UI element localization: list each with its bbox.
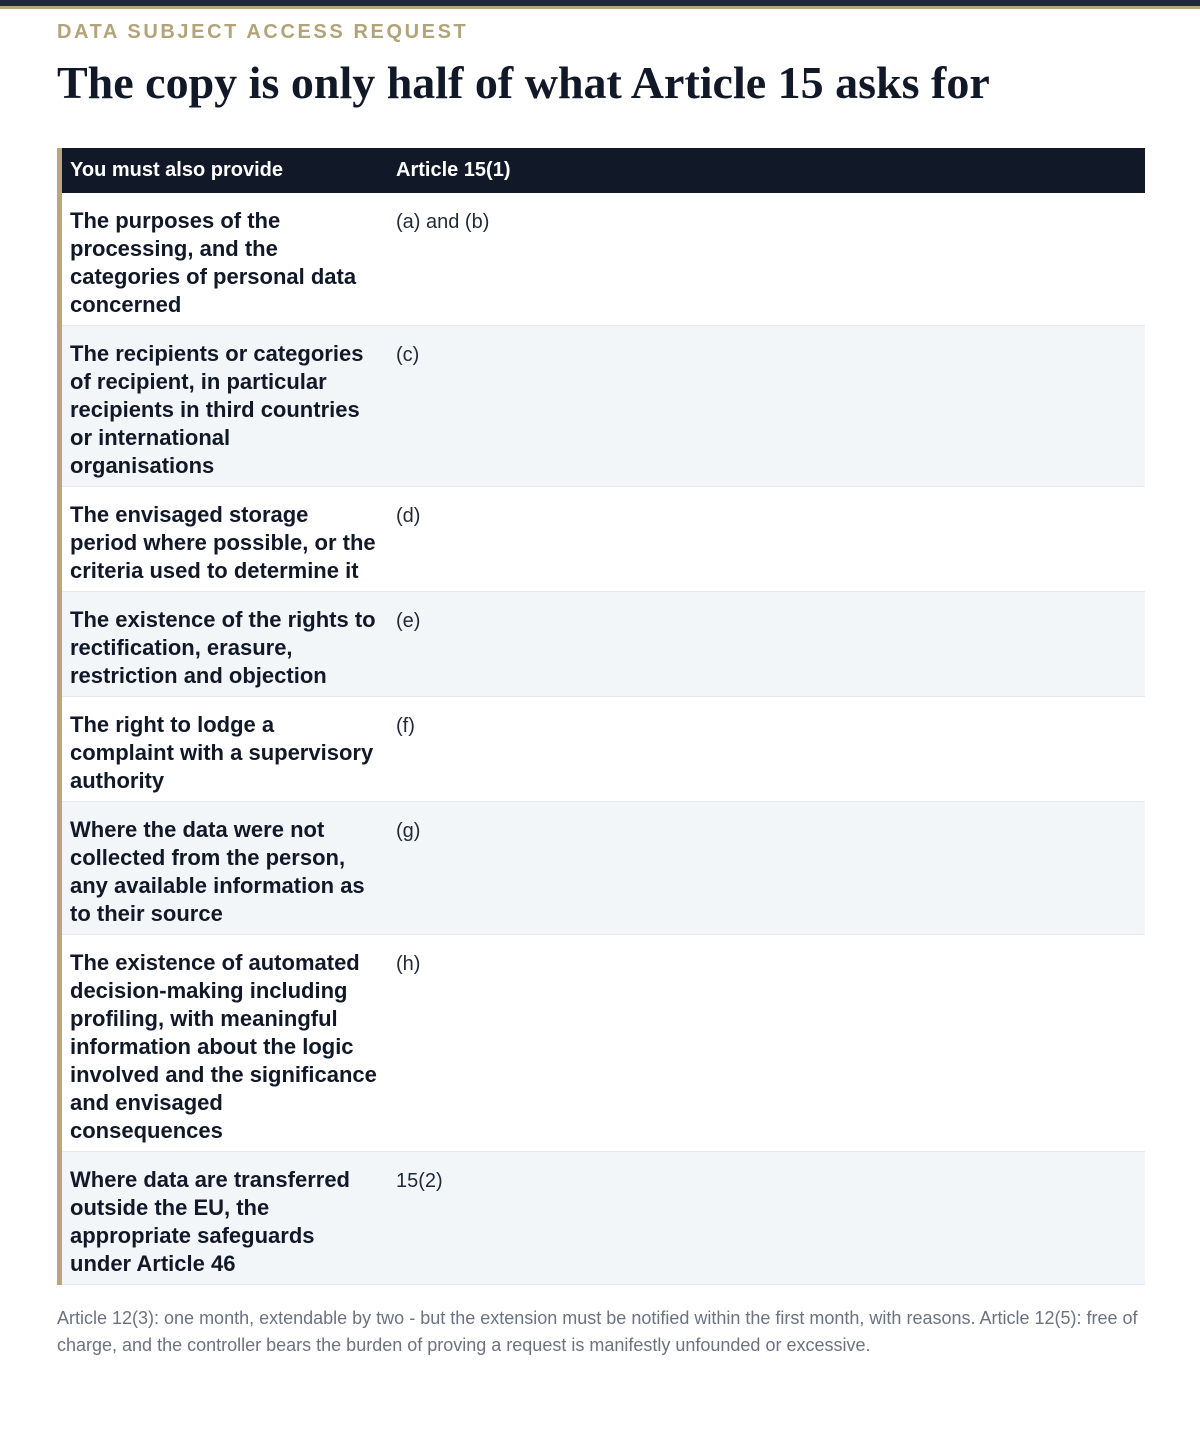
requirements-table [62,148,1145,1285]
column-header-requirement: You must also provide [62,148,388,193]
page-title: The copy is only half of what Article 15 asks for [57,57,990,108]
top-accent-bar [0,0,1200,9]
table-row [62,935,1145,1152]
footnote: Article 12(3): one month, extendable by two - but the extension must be notified within the first month, with reasons. Article 12(5): free of charge, and the controller bears the burden of proving a request is manifestly unfounded or excessive. [57,1308,1138,1355]
requirement-cell: The existence of automated decision-making including profiling, with meaningful information about the logic involved and the significance and envisaged consequences [62,935,388,1152]
table-row [62,802,1145,935]
article-cell: (g) [388,802,1145,935]
article-cell: 15(2) [388,1152,1145,1285]
table-header-row [62,148,1145,193]
requirement-cell: The recipients or categories of recipient, in particular recipients in third countries or international organisations [62,326,388,487]
requirement-cell: Where the data were not collected from the person, any available information as to their source [62,802,388,935]
table-row [62,487,1145,592]
requirement-cell: The right to lodge a complaint with a supervisory authority [62,697,388,802]
article-cell: (e) [388,592,1145,697]
table-row [62,1152,1145,1285]
requirements-table-wrapper [57,148,1145,1285]
requirement-cell: Where data are transferred outside the EU, the appropriate safeguards under Article 46 [62,1152,388,1285]
requirement-cell: The existence of the rights to rectification, erasure, restriction and objection [62,592,388,697]
kicker: DATA SUBJECT ACCESS REQUEST [57,21,469,43]
column-header-article: Article 15(1) [388,148,1145,193]
table-row [62,697,1145,802]
document-body [57,18,1145,1359]
table-header [62,148,1145,193]
article-cell: (h) [388,935,1145,1152]
article-cell: (a) and (b) [388,193,1145,326]
table-row [62,592,1145,697]
table-row [62,193,1145,326]
article-cell: (f) [388,697,1145,802]
article-cell: (c) [388,326,1145,487]
table-body [62,193,1145,1285]
article-cell: (d) [388,487,1145,592]
table-row [62,326,1145,487]
requirement-cell: The purposes of the processing, and the categories of personal data concerned [62,193,388,326]
requirement-cell: The envisaged storage period where possible, or the criteria used to determine it [62,487,388,592]
